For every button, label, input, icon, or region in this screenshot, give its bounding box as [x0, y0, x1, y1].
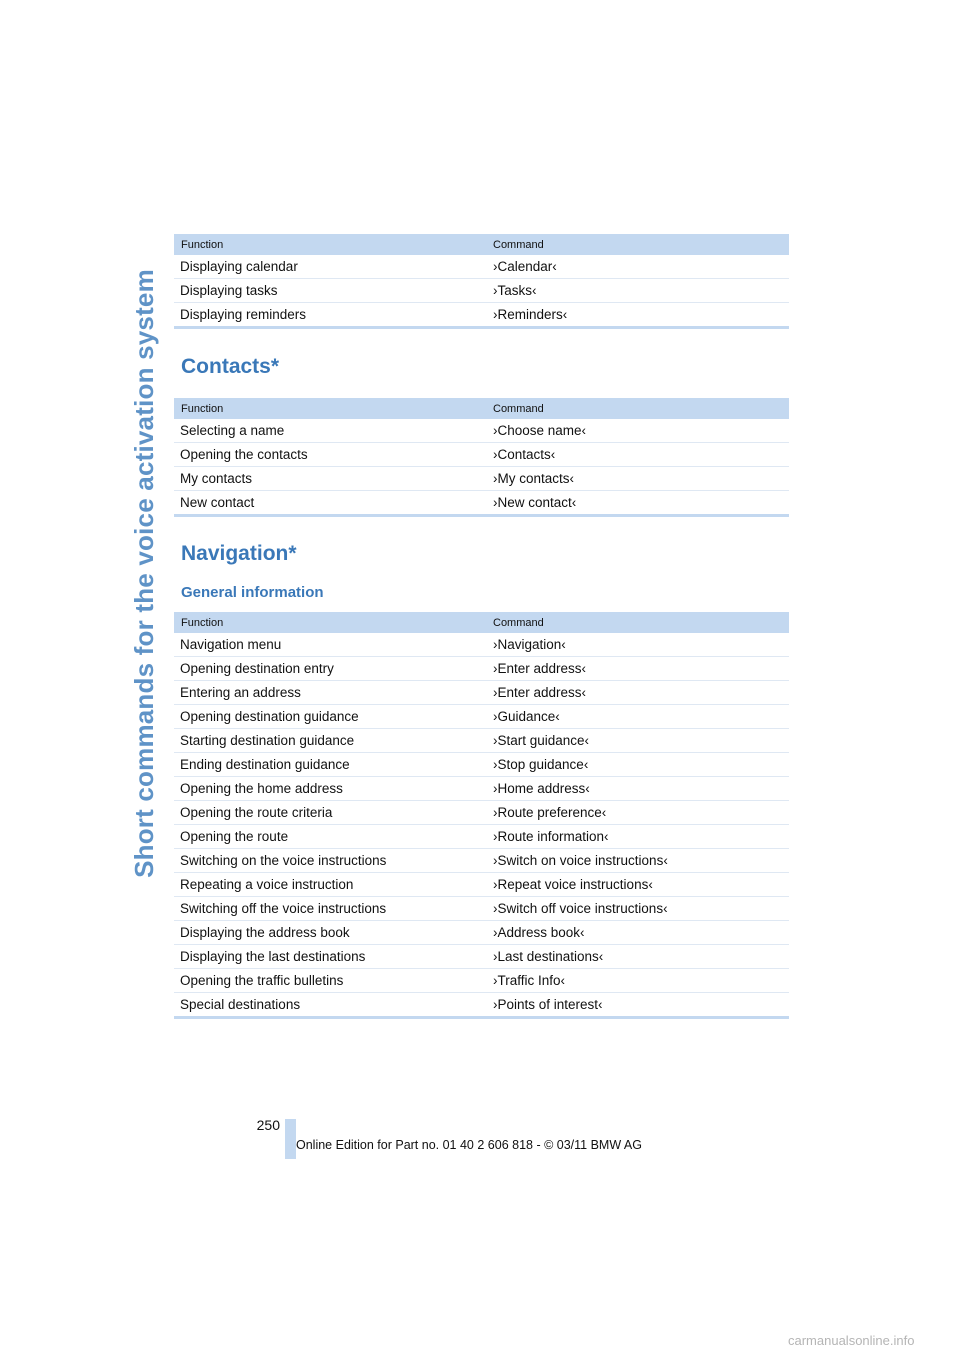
command-cell: ›Points of interest‹ [488, 993, 789, 1018]
table-row [174, 467, 789, 491]
function-cell: Navigation menu [174, 633, 488, 657]
table-row [174, 729, 789, 753]
table-row [174, 705, 789, 729]
header-function: Function [174, 612, 488, 633]
function-cell: Selecting a name [174, 419, 488, 443]
table-row [174, 849, 789, 873]
header-command: Command [488, 234, 789, 255]
command-cell: ›Guidance‹ [488, 705, 789, 729]
command-cell: ›Route information‹ [488, 825, 789, 849]
function-cell: New contact [174, 491, 488, 516]
command-cell: ›Address book‹ [488, 921, 789, 945]
function-cell: Opening destination entry [174, 657, 488, 681]
function-cell: Switching on the voice instructions [174, 849, 488, 873]
command-cell: ›Enter address‹ [488, 657, 789, 681]
command-cell: ›Home address‹ [488, 777, 789, 801]
table-row [174, 873, 789, 897]
table-row [174, 681, 789, 705]
command-cell: ›Switch off voice instructions‹ [488, 897, 789, 921]
table-row [174, 801, 789, 825]
navigation-table [174, 612, 789, 1019]
organizer-table [174, 234, 789, 329]
function-cell: Entering an address [174, 681, 488, 705]
command-cell: ›Contacts‹ [488, 443, 789, 467]
function-cell: Opening the contacts [174, 443, 488, 467]
navigation-heading: Navigation* [181, 542, 297, 565]
table-row [174, 443, 789, 467]
command-cell: ›Start guidance‹ [488, 729, 789, 753]
function-cell: Displaying calendar [174, 255, 488, 279]
command-cell: ›Stop guidance‹ [488, 753, 789, 777]
command-cell: ›Tasks‹ [488, 279, 789, 303]
table-row [174, 897, 789, 921]
table-row [174, 657, 789, 681]
header-function: Function [174, 234, 488, 255]
function-cell: Opening the home address [174, 777, 488, 801]
function-cell: Displaying reminders [174, 303, 488, 328]
table-row [174, 633, 789, 657]
table-row [174, 753, 789, 777]
table-row [174, 491, 789, 516]
table-row [174, 945, 789, 969]
command-cell: ›Choose name‹ [488, 419, 789, 443]
function-cell: Displaying the last destinations [174, 945, 488, 969]
function-cell: Repeating a voice instruction [174, 873, 488, 897]
organizer-table-container [174, 234, 789, 329]
command-cell: ›My contacts‹ [488, 467, 789, 491]
table-row [174, 303, 789, 328]
table-row [174, 969, 789, 993]
table-header-row [174, 612, 789, 633]
contacts-table-container [174, 398, 789, 517]
table-row [174, 921, 789, 945]
command-cell: ›Navigation‹ [488, 633, 789, 657]
header-command: Command [488, 398, 789, 419]
side-title: Short commands for the voice activation system [128, 268, 159, 878]
site-watermark: carmanualsonline.info [788, 1333, 915, 1348]
function-cell: Ending destination guidance [174, 753, 488, 777]
table-row [174, 825, 789, 849]
command-cell: ›New contact‹ [488, 491, 789, 516]
command-cell: ›Traffic Info‹ [488, 969, 789, 993]
contacts-table [174, 398, 789, 517]
function-cell: Displaying tasks [174, 279, 488, 303]
command-cell: ›Calendar‹ [488, 255, 789, 279]
command-cell: ›Route preference‹ [488, 801, 789, 825]
table-row [174, 419, 789, 443]
table-row [174, 279, 789, 303]
table-row [174, 255, 789, 279]
table-header-row [174, 234, 789, 255]
function-cell: My contacts [174, 467, 488, 491]
function-cell: Starting destination guidance [174, 729, 488, 753]
function-cell: Switching off the voice instructions [174, 897, 488, 921]
function-cell: Opening the route criteria [174, 801, 488, 825]
navigation-table-container [174, 612, 789, 1019]
function-cell: Opening destination guidance [174, 705, 488, 729]
header-function: Function [174, 398, 488, 419]
header-command: Command [488, 612, 789, 633]
function-cell: Displaying the address book [174, 921, 488, 945]
edition-footer: Online Edition for Part no. 01 40 2 606 818 - © 03/11 BMW AG [296, 1138, 642, 1152]
command-cell: ›Reminders‹ [488, 303, 789, 328]
command-cell: ›Last destinations‹ [488, 945, 789, 969]
command-cell: ›Switch on voice instructions‹ [488, 849, 789, 873]
table-header-row [174, 398, 789, 419]
table-row [174, 993, 789, 1018]
general-information-subheading: General information [181, 584, 324, 601]
table-row [174, 777, 789, 801]
contacts-heading: Contacts* [181, 355, 280, 378]
page-number: 250 [256, 1117, 280, 1133]
function-cell: Opening the traffic bulletins [174, 969, 488, 993]
function-cell: Special destinations [174, 993, 488, 1018]
command-cell: ›Enter address‹ [488, 681, 789, 705]
footer-accent-bar [285, 1119, 296, 1159]
function-cell: Opening the route [174, 825, 488, 849]
command-cell: ›Repeat voice instructions‹ [488, 873, 789, 897]
